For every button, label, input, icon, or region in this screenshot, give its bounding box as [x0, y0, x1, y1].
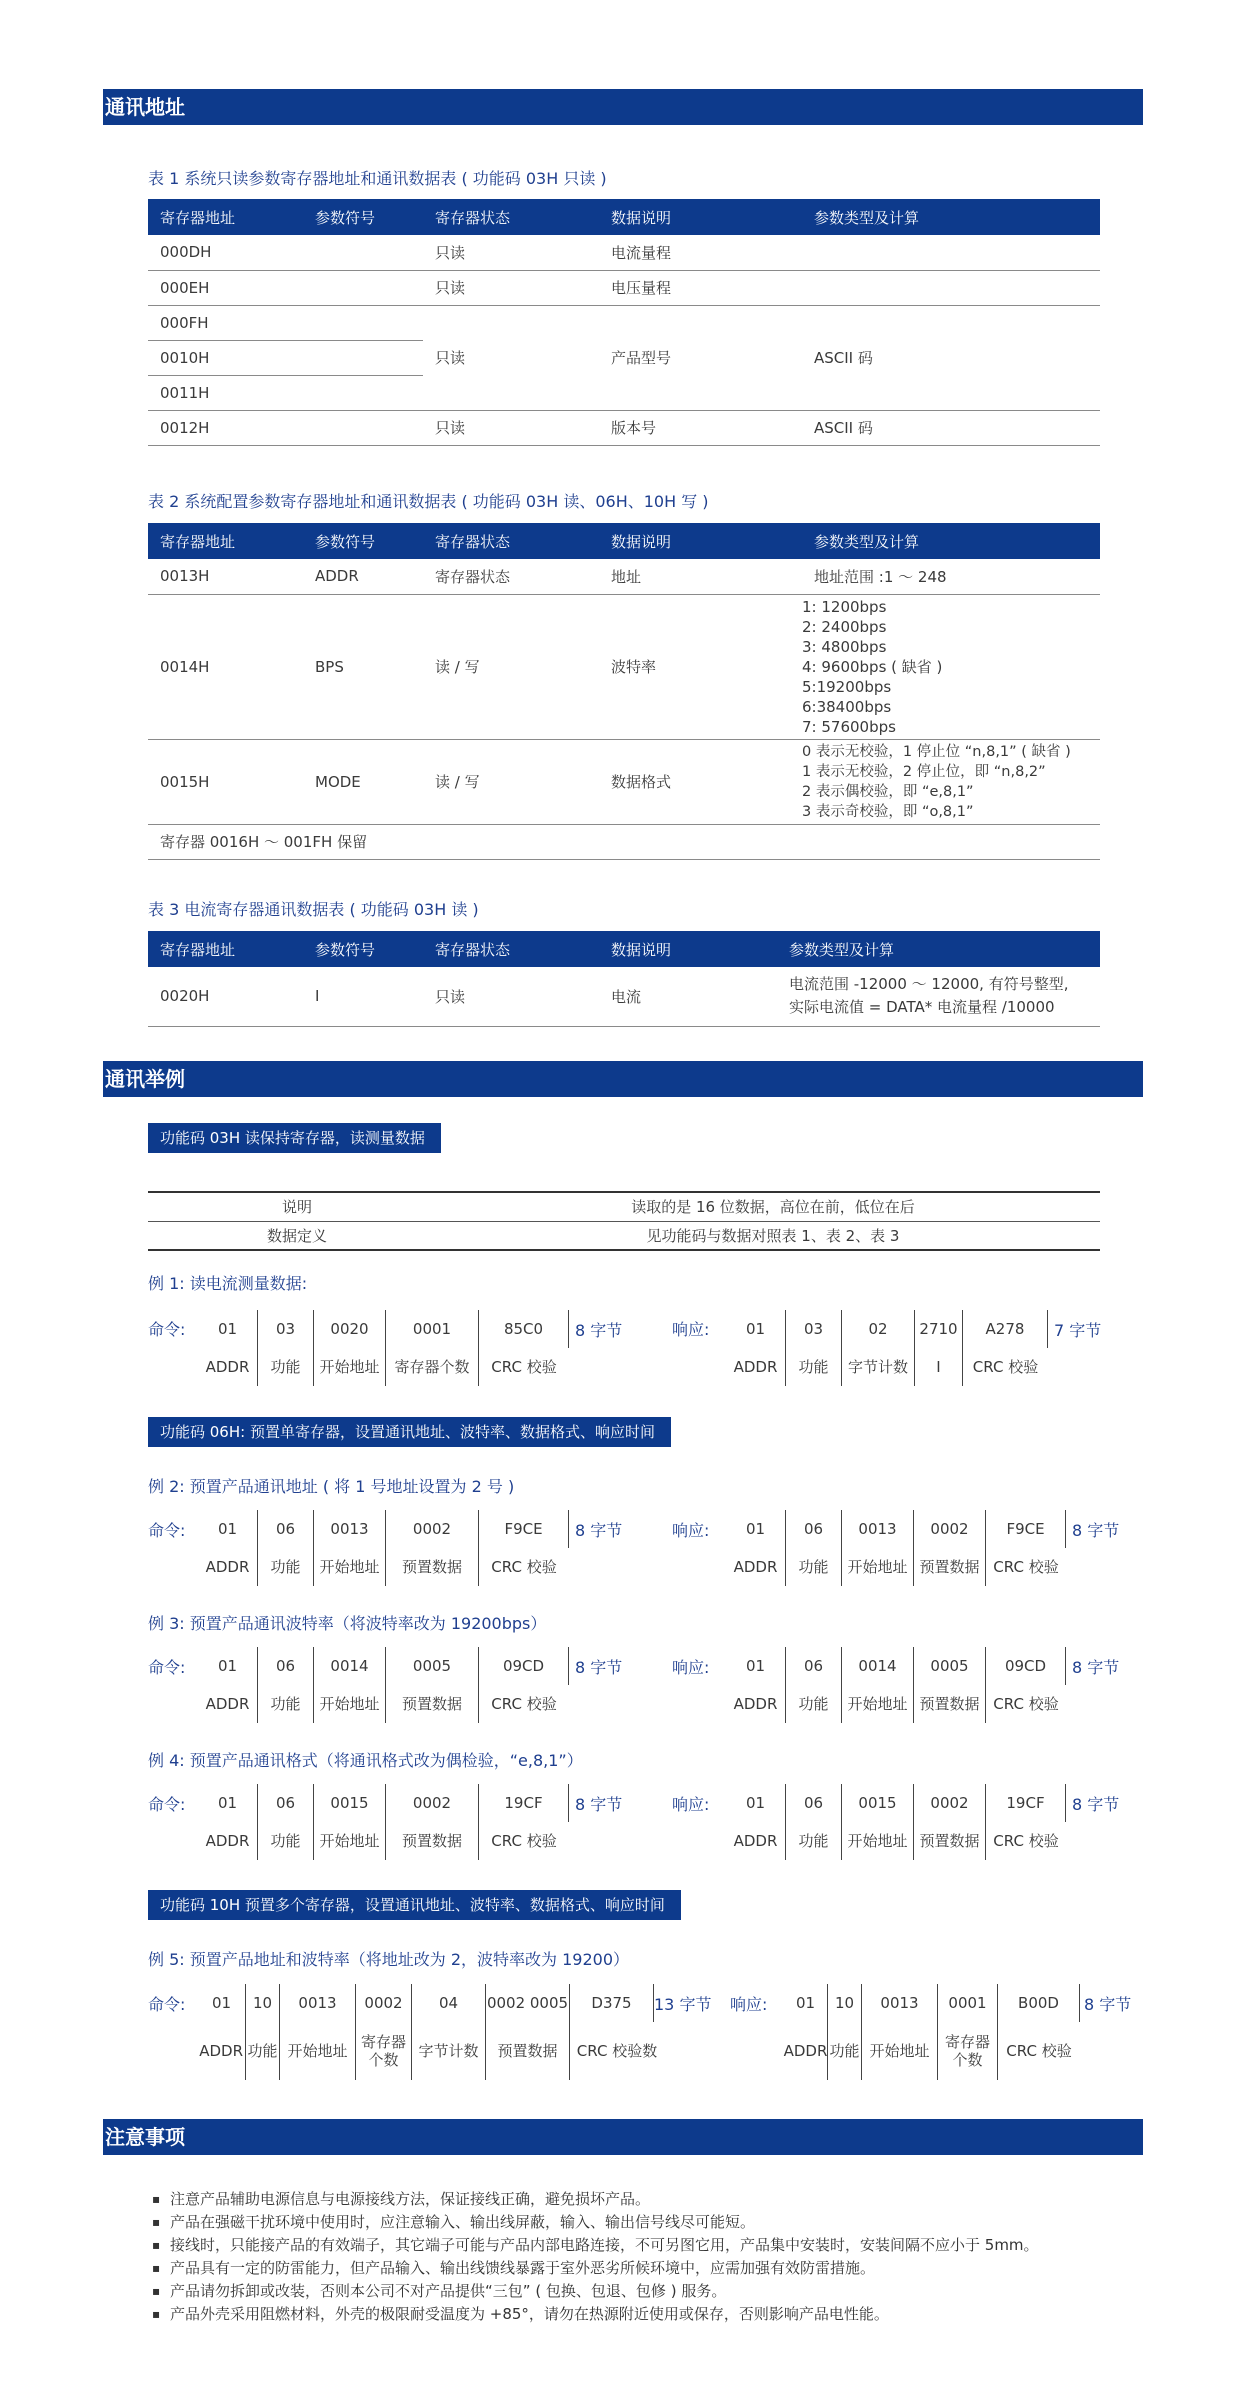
frame-byte: 10 — [246, 1984, 280, 2022]
field-label: CRC 校验 — [993, 1695, 1059, 1713]
cell-addr: 000DH — [148, 235, 303, 270]
frame-length: 8 字节 — [1072, 1657, 1120, 1677]
table3-header — [148, 931, 1100, 967]
cell-calc — [802, 270, 1100, 305]
frame-byte: 0002 — [386, 1784, 479, 1822]
table1-header-cell: 参数符号 — [303, 199, 423, 235]
field-label: 开始地址 — [842, 1822, 914, 1860]
badge-fc06: 功能码 06H: 预置单寄存器，设置通讯地址、波特率、数据格式、响应时间 — [148, 1417, 671, 1447]
resp-label: 响应: — [672, 1658, 710, 1677]
section-bar-notes: 注意事项 — [103, 2119, 1143, 2155]
example1-title: 例 1: 读电流测量数据: — [148, 1274, 308, 1293]
frame-byte: 04 — [412, 1984, 486, 2022]
frame-length: 8 字节 — [1072, 1794, 1120, 1814]
calc-line: 6:38400bps — [802, 697, 892, 716]
calc-line: 0 表示无校验，1 停止位 “n,8,1” ( 缺省 ) — [802, 743, 1071, 760]
cell-sym: I — [303, 967, 423, 1026]
calc-line: 1 表示无校验，2 停止位，即 “n,8,2” — [802, 763, 1046, 780]
field-label: 开始地址 — [314, 1685, 386, 1723]
table2-header-cell: 寄存器地址 — [148, 523, 303, 559]
field-label: 功能 — [786, 1822, 842, 1860]
frame-byte: 03 — [258, 1310, 314, 1348]
field-label: ADDR — [198, 1822, 258, 1860]
table1 — [148, 199, 1100, 446]
field-label: 开始地址 — [280, 2022, 356, 2080]
def-key: 说明 — [148, 1192, 446, 1221]
field-label: 预置数据 — [386, 1822, 479, 1860]
cell-desc: 数据格式 — [599, 739, 802, 824]
field-label-stack — [938, 2022, 998, 2080]
frame-byte: 10 — [828, 1984, 862, 2022]
field-label: 寄存器 — [944, 2033, 990, 2051]
table2-header-cell: 参数符号 — [303, 523, 423, 559]
cell-sym — [303, 270, 423, 305]
example3-resp-legend — [726, 1685, 1066, 1723]
badge-fc03: 功能码 03H 读保持寄存器，读测量数据 — [148, 1123, 441, 1153]
frame-byte: 02 — [842, 1310, 915, 1348]
def-key: 数据定义 — [266, 1226, 327, 1245]
table-row — [148, 559, 1100, 594]
field-label: 预置数据 — [914, 1685, 986, 1723]
cell-calc: ASCII 码 — [802, 305, 1100, 410]
cell-state: 寄存器状态 — [423, 559, 599, 594]
table1-header — [148, 199, 1100, 235]
frame-byte: 19CF — [479, 1784, 569, 1822]
example2-resp-frame — [726, 1510, 1138, 1548]
cell-addr: 0012H — [148, 410, 303, 445]
cell-sym — [303, 410, 423, 445]
list-item: ▪ 接线时，只能接产品的有效端子，其它端子可能与产品内部电路连接，不可另图它用，产品集中安装时，安装间隔不应小于 5mm。 — [170, 2234, 1039, 2257]
table2-header — [148, 523, 1100, 559]
table-row — [148, 1221, 1100, 1250]
table1-header-cell: 数据说明 — [599, 199, 802, 235]
field-label: 字节计数 — [412, 2022, 486, 2080]
list-item: ▪ 注意产品辅助电源信息与电源接线方法，保证接线正确，避免损坏产品。 — [170, 2188, 1039, 2211]
frame-byte: 0002 — [386, 1510, 479, 1548]
frame-byte: 0002 — [914, 1784, 986, 1822]
calc-line: 3 表示奇校验，即 “o,8,1” — [802, 803, 974, 820]
example5-cmd-frame — [198, 1984, 730, 2022]
badge-fc10: 功能码 10H 预置多个寄存器，设置通讯地址、波特率、数据格式、响应时间 — [148, 1890, 681, 1920]
example2-resp-legend — [726, 1548, 1066, 1586]
frame-byte: 0013 — [842, 1510, 914, 1548]
frame-byte: 2710 — [915, 1310, 963, 1348]
example3-resp-frame — [726, 1647, 1138, 1685]
frame-length: 8 字节 — [1072, 1520, 1120, 1540]
example2-title: 例 2: 预置产品通讯地址 ( 将 1 号地址设置为 2 号 ) — [148, 1477, 515, 1496]
example4-resp-frame — [726, 1784, 1138, 1822]
field-label-stack — [356, 2022, 412, 2080]
table1-caption: 表 1 系统只读参数寄存器地址和通讯数据表 ( 功能码 03H 只读 ) — [148, 169, 607, 188]
cell-addr: 0015H — [148, 739, 303, 824]
table3-header-cell: 参数符号 — [303, 931, 423, 967]
field-label: 功能 — [786, 1548, 842, 1586]
calc-line: 2 表示偶校验，即 “e,8,1” — [802, 783, 974, 800]
def-value: 见功能码与数据对照表 1、表 2、表 3 — [646, 1226, 900, 1245]
resp-label: 响应: — [672, 1320, 710, 1339]
table2-header-cell: 参数类型及计算 — [802, 523, 1100, 559]
calc-line: 7: 57600bps — [802, 717, 896, 736]
cell-state: 只读 — [423, 967, 599, 1026]
field-label: CRC 校验 — [1006, 2042, 1072, 2060]
field-label: 功能 — [258, 1685, 314, 1723]
table-row — [148, 305, 1100, 340]
frame-byte: 0002 0005 — [486, 1984, 570, 2022]
calc-line: 实际电流值 = DATA* 电流量程 /10000 — [789, 998, 1055, 1017]
cell-desc: 版本号 — [599, 410, 802, 445]
field-label: 开始地址 — [842, 1548, 914, 1586]
table3-caption: 表 3 电流寄存器通讯数据表 ( 功能码 03H 读 ) — [148, 900, 479, 919]
cell-calc: ASCII 码 — [802, 410, 1100, 445]
frame-byte: 0001 — [386, 1310, 479, 1348]
field-label: 功能 — [828, 2022, 862, 2080]
frame-byte: 01 — [198, 1784, 258, 1822]
frame-byte: 85C0 — [479, 1310, 569, 1348]
field-label: 开始地址 — [862, 2022, 938, 2080]
field-label: 个数 — [368, 2051, 399, 2069]
table2-caption: 表 2 系统配置参数寄存器地址和通讯数据表 ( 功能码 03H 读、06H、10H 写 ) — [148, 492, 709, 511]
cell-sym: BPS — [303, 594, 423, 739]
cmd-label: 命令: — [148, 1995, 186, 2014]
frame-length: 8 字节 — [575, 1320, 623, 1340]
frame-byte: 06 — [786, 1784, 842, 1822]
cell-calc — [802, 594, 1100, 739]
cell-sym — [303, 305, 423, 340]
field-label: 寄存器个数 — [386, 1348, 479, 1386]
resp-label: 响应: — [672, 1795, 710, 1814]
frame-byte: 06 — [786, 1510, 842, 1548]
cell-state: 只读 — [423, 235, 599, 270]
calc-line: 2: 2400bps — [802, 617, 887, 636]
frame-byte: B00D — [998, 1984, 1080, 2022]
field-label: 开始地址 — [314, 1548, 386, 1586]
section-bar-comm-example: 通讯举例 — [103, 1061, 1143, 1097]
cell-desc: 产品型号 — [599, 305, 802, 410]
cell-addr: 0014H — [148, 594, 303, 739]
cell-addr: 0020H — [148, 967, 303, 1026]
cell-sym: ADDR — [303, 559, 423, 594]
list-item: ▪ 产品外壳采用阻燃材料，外壳的极限耐受温度为 +85°，请勿在热源附近使用或保存，否则影响产品电性能。 — [170, 2303, 1039, 2326]
field-label: 寄存器 — [360, 2033, 406, 2051]
example3-title: 例 3: 预置产品通讯波特率（将波特率改为 19200bps） — [148, 1614, 547, 1633]
frame-byte: 0013 — [314, 1510, 386, 1548]
cell-desc: 电流量程 — [599, 235, 802, 270]
example5-title: 例 5: 预置产品地址和波特率（将地址改为 2，波特率改为 19200） — [148, 1950, 629, 1969]
table2 — [148, 523, 1100, 860]
cell-state: 读 / 写 — [423, 739, 599, 824]
frame-byte: F9CE — [986, 1510, 1066, 1548]
frame-length: 8 字节 — [1084, 1994, 1132, 2014]
cell-calc — [802, 235, 1100, 270]
field-label: ADDR — [198, 1685, 258, 1723]
frame-byte: 09CD — [479, 1647, 569, 1685]
frame-byte: 01 — [726, 1310, 786, 1348]
example5-cmd-legend — [198, 2022, 664, 2080]
cell-sym: MODE — [303, 739, 423, 824]
example4-resp-legend — [726, 1822, 1066, 1860]
cell-addr: 0011H — [148, 375, 303, 410]
resp-label: 响应: — [730, 1995, 768, 2014]
field-label: CRC 校验 — [491, 1832, 557, 1850]
table-row — [148, 967, 1100, 1026]
field-label: 预置数据 — [914, 1822, 986, 1860]
calc-line: 3: 4800bps — [802, 637, 887, 656]
field-label: ADDR — [726, 1548, 786, 1586]
table-row — [148, 270, 1100, 305]
frame-byte: 01 — [726, 1647, 786, 1685]
field-label: I — [915, 1348, 963, 1386]
frame-byte: 0013 — [280, 1984, 356, 2022]
cell-desc: 地址 — [599, 559, 802, 594]
field-label: ADDR — [198, 1548, 258, 1586]
definition-table — [148, 1191, 1100, 1251]
cmd-label: 命令: — [148, 1658, 186, 1677]
cell-addr: 000EH — [148, 270, 303, 305]
resp-label: 响应: — [672, 1521, 710, 1540]
field-label: CRC 校验 — [491, 1695, 557, 1713]
cell-sym — [303, 375, 423, 410]
frame-byte: 0020 — [314, 1310, 386, 1348]
frame-byte: 0014 — [314, 1647, 386, 1685]
section-bar-comm-address: 通讯地址 — [103, 89, 1143, 125]
cell-sym — [303, 340, 423, 375]
example4-cmd-legend — [198, 1822, 569, 1860]
table3 — [148, 931, 1100, 1027]
field-label: CRC 校验数 — [576, 2042, 658, 2060]
example4-cmd-frame — [198, 1784, 641, 1822]
field-label: 功能 — [258, 1348, 314, 1386]
frame-byte: F9CE — [479, 1510, 569, 1548]
cell-state: 读 / 写 — [423, 594, 599, 739]
frame-byte: 0013 — [862, 1984, 938, 2022]
frame-byte: 03 — [786, 1310, 842, 1348]
field-label: 预置数据 — [386, 1685, 479, 1723]
field-label: ADDR — [784, 2022, 828, 2080]
example3-cmd-frame — [198, 1647, 641, 1685]
example3-cmd-legend — [198, 1685, 569, 1723]
cell-state: 只读 — [423, 305, 599, 410]
field-label: 功能 — [246, 2022, 280, 2080]
frame-length: 8 字节 — [575, 1520, 623, 1540]
table1-header-cell: 参数类型及计算 — [802, 199, 1100, 235]
field-label: CRC 校验 — [972, 1358, 1039, 1376]
frame-byte: 06 — [258, 1784, 314, 1822]
field-label: ADDR — [198, 2022, 246, 2080]
table3-header-cell: 寄存器地址 — [148, 931, 303, 967]
table-row — [148, 410, 1100, 445]
frame-byte: 06 — [258, 1510, 314, 1548]
example4-title: 例 4: 预置产品通讯格式（将通讯格式改为偶检验，“e,8,1”） — [148, 1751, 583, 1770]
example2-cmd-legend — [198, 1548, 569, 1586]
table1-header-cell: 寄存器状态 — [423, 199, 599, 235]
example2-cmd-frame — [198, 1510, 641, 1548]
example5-resp-legend — [784, 2022, 1080, 2080]
cell-desc: 波特率 — [599, 594, 802, 739]
frame-byte: 01 — [726, 1510, 786, 1548]
frame-byte: D375 — [570, 1984, 654, 2022]
calc-line: 5:19200bps — [802, 677, 892, 696]
field-label: CRC 校验 — [993, 1558, 1059, 1576]
frame-byte: 0001 — [938, 1984, 998, 2022]
frame-byte: 0014 — [842, 1647, 914, 1685]
cell-calc — [802, 739, 1100, 824]
table2-header-cell: 寄存器状态 — [423, 523, 599, 559]
frame-byte: A278 — [963, 1310, 1048, 1348]
notes-list — [170, 2188, 1039, 2326]
field-label: 功能 — [258, 1822, 314, 1860]
frame-byte: 0005 — [914, 1647, 986, 1685]
cell-state: 只读 — [423, 410, 599, 445]
table-row — [148, 739, 1100, 824]
table3-header-cell: 参数类型及计算 — [777, 931, 1100, 967]
example1-resp-frame — [726, 1310, 1120, 1348]
frame-byte: 01 — [784, 1984, 828, 2022]
list-item: ▪ 产品在强磁干扰环境中使用时，应注意输入、输出线屏蔽，输入、输出信号线尽可能短。 — [170, 2211, 1039, 2234]
field-label: 字节计数 — [842, 1348, 915, 1386]
table-row — [148, 1192, 1100, 1221]
frame-byte: 01 — [726, 1784, 786, 1822]
frame-byte: 09CD — [986, 1647, 1066, 1685]
cmd-label: 命令: — [148, 1521, 186, 1540]
frame-byte: 0015 — [842, 1784, 914, 1822]
frame-byte: 01 — [198, 1647, 258, 1685]
calc-line: 4: 9600bps ( 缺省 ) — [802, 657, 943, 676]
calc-line: 1: 1200bps — [802, 597, 887, 616]
table-row — [148, 594, 1100, 739]
example5-resp-frame — [784, 1984, 1152, 2022]
field-label: 开始地址 — [842, 1685, 914, 1723]
cell-desc: 电流 — [599, 967, 777, 1026]
frame-byte: 06 — [258, 1647, 314, 1685]
field-label: ADDR — [198, 1348, 258, 1386]
example1-resp-legend — [726, 1348, 1048, 1386]
def-value: 读取的是 16 位数据，高位在前，低位在后 — [446, 1192, 1100, 1221]
frame-byte: 0015 — [314, 1784, 386, 1822]
frame-byte: 0005 — [386, 1647, 479, 1685]
field-label: 开始地址 — [314, 1822, 386, 1860]
frame-byte: 0002 — [356, 1984, 412, 2022]
list-item: ▪ 产品请勿拆卸或改装，否则本公司不对产品提供“三包” ( 包换、包退、包修 ) 服务。 — [170, 2280, 1039, 2303]
field-label: 开始地址 — [314, 1348, 386, 1386]
table3-header-cell: 寄存器状态 — [423, 931, 599, 967]
frame-byte: 01 — [198, 1984, 246, 2022]
cell-addr: 0013H — [148, 559, 303, 594]
reserved-note: 寄存器 0016H ～ 001FH 保留 — [148, 824, 1100, 859]
frame-length: 8 字节 — [575, 1657, 623, 1677]
table3-header-cell: 数据说明 — [599, 931, 777, 967]
field-label: 预置数据 — [386, 1548, 479, 1586]
frame-byte: 01 — [198, 1310, 258, 1348]
field-label: ADDR — [726, 1822, 786, 1860]
example1-cmd-legend — [198, 1348, 569, 1386]
cell-desc: 电压量程 — [599, 270, 802, 305]
cell-sym — [303, 235, 423, 270]
cell-addr: 0010H — [148, 340, 303, 375]
cell-addr: 000FH — [148, 305, 303, 340]
frame-length: 13 字节 — [654, 1994, 712, 2014]
frame-byte: 19CF — [986, 1784, 1066, 1822]
frame-byte: 01 — [198, 1510, 258, 1548]
frame-length: 8 字节 — [575, 1794, 623, 1814]
calc-line: 电流范围 -12000 ～ 12000, 有符号整型, — [789, 975, 1069, 994]
example1-cmd-frame — [198, 1310, 641, 1348]
field-label: 预置数据 — [486, 2022, 570, 2080]
field-label: 功能 — [786, 1348, 842, 1386]
cell-state: 只读 — [423, 270, 599, 305]
table1-header-cell: 寄存器地址 — [148, 199, 303, 235]
cell-calc — [777, 967, 1100, 1026]
frame-byte: 0002 — [914, 1510, 986, 1548]
frame-length: 7 字节 — [1054, 1320, 1102, 1340]
field-label: 预置数据 — [914, 1548, 986, 1586]
field-label: CRC 校验 — [491, 1558, 557, 1576]
cmd-label: 命令: — [148, 1320, 186, 1339]
field-label: ADDR — [726, 1348, 786, 1386]
table-row — [148, 235, 1100, 270]
cell-calc: 地址范围 :1 ～ 248 — [802, 559, 1100, 594]
field-label: CRC 校验 — [491, 1358, 557, 1376]
field-label: 功能 — [258, 1548, 314, 1586]
list-item: ▪ 产品具有一定的防雷能力，但产品输入、输出线馈线暴露于室外恶劣所候环境中，应需加强有效防雷措施。 — [170, 2257, 1039, 2280]
frame-byte: 06 — [786, 1647, 842, 1685]
field-label: CRC 校验 — [993, 1832, 1059, 1850]
table-row — [148, 824, 1100, 859]
field-label: ADDR — [726, 1685, 786, 1723]
table2-header-cell: 数据说明 — [599, 523, 802, 559]
field-label: 功能 — [786, 1685, 842, 1723]
cmd-label: 命令: — [148, 1795, 186, 1814]
field-label: 个数 — [952, 2051, 983, 2069]
